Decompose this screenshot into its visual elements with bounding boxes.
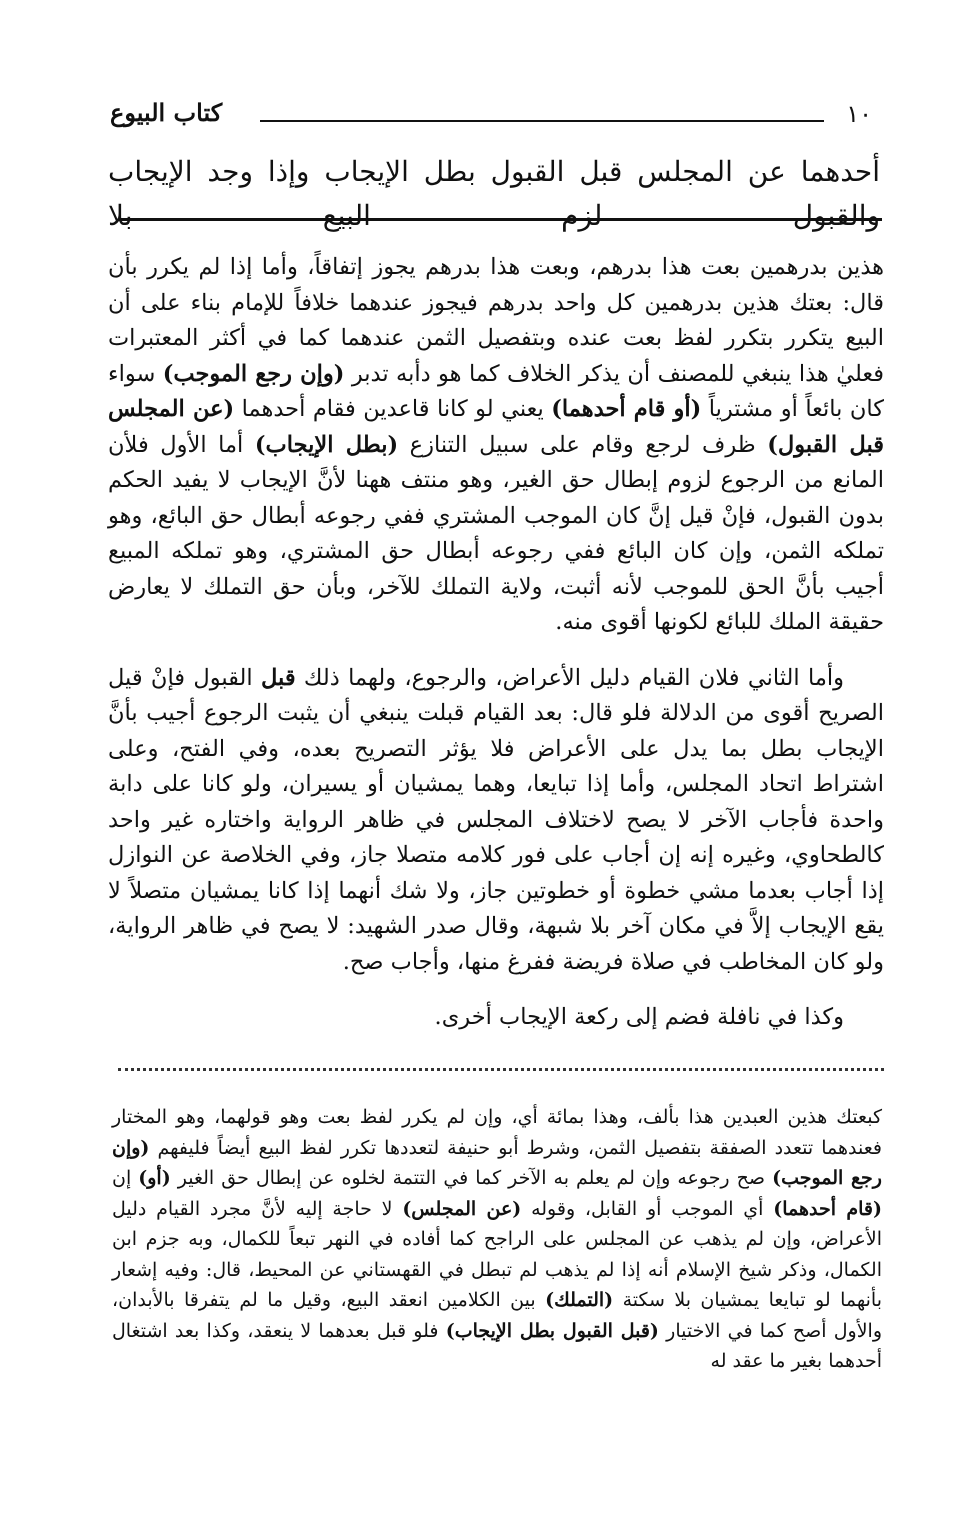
text-segment: يعني لو كانا قاعدين فقام أحدهما	[234, 396, 552, 422]
main-text-rule	[118, 218, 882, 221]
page-number: ١٠	[846, 100, 872, 128]
text-segment: هذين بدرهمين بعت هذا بدرهم، وبعت هذا بدرهم يجوز إتفاقاً، وأما إذا لم يكرر بأن قال: بعتك هذين بدرهمين كل واحد بدرهم فيجوز عندهما خلافاً للإمام بناء على أن البيع يتكرر بتكرر لفظ بعت عنده وبتفصيل الثمن عندهما كما في أكثر المعتبرات فعليٰ هذا ينبغي للمصنف أن يذكر الخلاف كما هو دأبه تدبر	[108, 254, 885, 387]
bold-quote-segment: (أو قام أحدهما)	[551, 396, 702, 422]
page-header	[110, 98, 872, 138]
bold-quote-segment: (وإن رجع الموجب)	[112, 1136, 882, 1189]
bold-quote-segment: (بطل الإيجاب)	[254, 431, 399, 458]
text-segment: سواء كان بائعاً أو مشترياً	[108, 360, 884, 422]
text-segment: ظرف لرجع وقام على سبيل التنازع	[398, 431, 768, 458]
bold-quote-segment: (قبل القبول بطل الإيجاب)	[445, 1319, 659, 1342]
bold-quote-segment: (أو)	[138, 1167, 171, 1189]
commentary-paragraph-3: وكذا في نافلة فضم إلى ركعة الإيجاب أخرى.	[434, 1004, 844, 1030]
text-segment: بين الكلامين انعقد البيع، وقيل ما لم يتفرقا بالأبدان، والأول أصح كما في الاختيار	[112, 1289, 882, 1342]
text-segment: فلو قبل بعدهما لا ينعقد، وكذا بعد اشتغال أحدهما بغير ما عقد له	[112, 1319, 882, 1372]
footnotes-block	[112, 1102, 882, 1377]
main-text: أحدهما عن المجلس قبل القبول بطل الإيجاب وإذا وجد الإيجاب والقبول لزم البيع بلا	[108, 155, 880, 232]
text-segment: صح رجوعه وإن لم يعلم به الآخر كما في التتمة لخلوه عن إبطال حق الغير	[170, 1167, 773, 1189]
text-segment: القبول فإنْ قيل الصريح أقوى من الدلالة فلو قال: بعد القيام قبلت ينبغي أن يثبت الرجوع أجيب بأنَّ الإيجاب بطل بما يدل على الأعراض فلا يؤثر التصريح بعده، وفي الفتح، وعلى اشتراط اتحاد المجلس، وأما إذا تبايعا، وهما يمشيان أو يسيران، ولو كانا على دابة واحدة فأجاب الآخر لا يصح لاختلاف المجلس في ظاهر الرواية واختاره غير واحد كالطحاوي، وغيره إنه إن أجاب على فور كلامه متصلا جاز، وفي الخلاصة عن النوازل إذا أجاب بعدما مشي خطوة أو خطوتين جاز، ولا شك أنهما إذا كانا يمشيان متصلاً لا يقع الإيجاب إلاَّ في مكان آخر بلا شبهة، وقال صدر الشهيد: لا يصح في ظاهر الرواية، ولو كان المخاطب في صلاة فريضة ففرغ منها، وأجاب صح.	[108, 664, 884, 975]
book-title: كتاب البيوع	[110, 98, 223, 127]
bold-quote-segment: (وإن رجع الموجب)	[162, 360, 345, 387]
bold-quote-segment: (عن المجلس قبل القبول)	[108, 396, 884, 458]
commentary-paragraph-2	[108, 661, 884, 981]
bold-quote-segment: (التملك)	[545, 1289, 614, 1311]
commentary-paragraph-1	[108, 250, 884, 641]
footnote-separator	[118, 1068, 884, 1071]
text-segment: وأما الثاني فلان القيام دليل الأعراض، والرجوع، ولهما ذلك	[295, 664, 844, 691]
header-rule	[260, 120, 824, 122]
bold-quote-segment: (قام أحدهما)	[773, 1197, 882, 1220]
text-segment: إن	[112, 1167, 139, 1189]
commentary-block	[108, 250, 884, 1056]
bold-quote-segment: (عن المجلس)	[402, 1197, 522, 1220]
text-segment: كبعتك هذين العبدين هذا بألف، وهذا بمائة أي، وإن لم يكرر لفظ بعت وهو قولهما، وهو المختار فعندهما تتعدد الصفقة بتفصيل الثمن، وشرط أبو حنيفة لتعددها تكرر لفظ البيع أيضاً فليفهم	[112, 1106, 882, 1159]
text-segment: أما الأول فلأن المانع من الرجوع لزوم إبطال حق الغير، وهو منتف ههنا لأنَّ الإيجاب لا يفيد الحكم بدون القبول، فإنْ قيل إنَّ كان الموجب المشتري ففي رجوعه أبطال حق البائع، وهو تملكه الثمن، وإن كان البائع ففي رجوعه أبطال حق المشتري، وهو تملكه المبيع أجيب بأنَّ الحق للموجب لأنه أثبت، ولاية التملك للآخر، وبأن حق التملك لا يعارض حقيقة الملك للبائع لكونها أقوى منه.	[108, 431, 884, 635]
text-segment: لا حاجة إليه لأنَّ مجرد القيام دليل الأعراض، وإن لم يذهب عن المجلس على الراجح كما أفاده في النهر تبعاً للكمال، وبه جزم ابن الكمال، وذكر شيخ الإسلام أنه إذا لم يذهب لم تبطل في القهستاني عن المحيط، قال: وفيه إشعار بأنهما لو تبايعا يمشيان بلا سكتة	[112, 1197, 882, 1311]
bold-quote-segment: قبل	[261, 664, 296, 691]
text-segment: أي الموجب أو القابل، وقوله	[521, 1197, 774, 1220]
